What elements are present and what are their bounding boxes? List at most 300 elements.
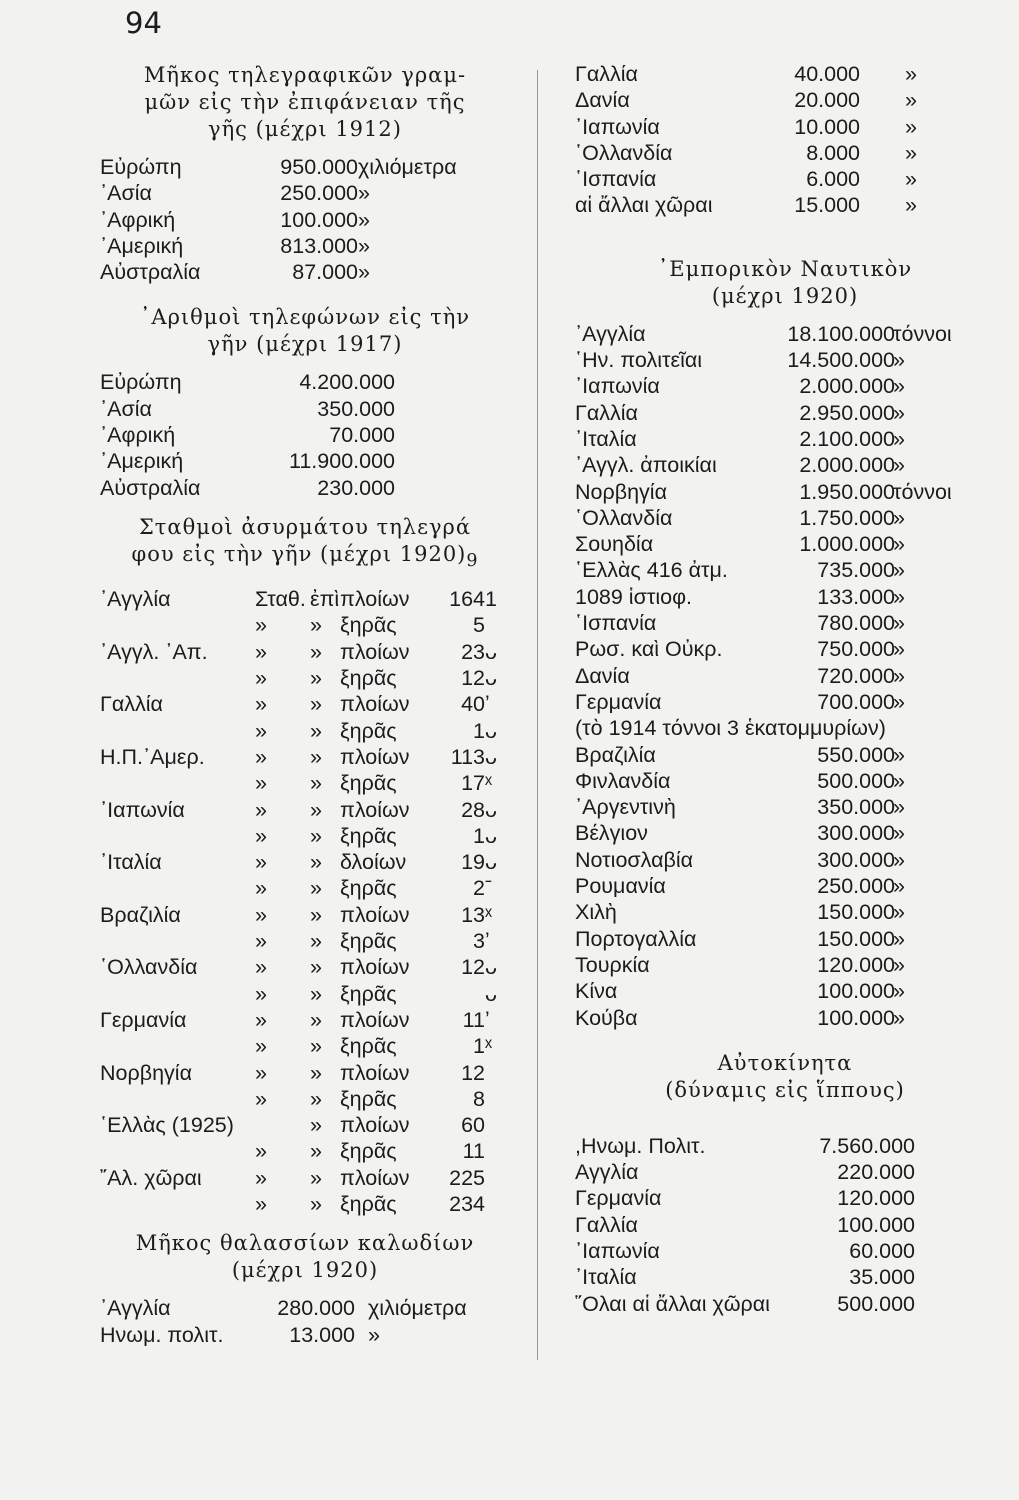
- telegraph-row-name: ᾿Ασία: [100, 181, 152, 206]
- merchant-row-name: Ρουμανία: [575, 874, 666, 899]
- cable-row-value: 280.000: [277, 1296, 355, 1321]
- merchant-row: [575, 795, 995, 821]
- left-column: [100, 62, 510, 1349]
- right-column: [575, 62, 995, 1318]
- continued-row: [575, 88, 995, 114]
- wireless-row-type: πλοίων: [340, 1113, 410, 1138]
- wireless-row-q1: »: [255, 613, 267, 638]
- continued-row-value: 20.000: [794, 88, 860, 113]
- wireless-row-value: 234: [449, 1191, 485, 1216]
- wireless-row-name: Η.Π.᾿Αμερ.: [100, 744, 205, 769]
- cables-title: [100, 1230, 510, 1284]
- merchant-row: [575, 769, 995, 795]
- wireless-row-value: 1: [473, 1034, 485, 1059]
- wireless-row-name: Νορβηγία: [100, 1060, 192, 1085]
- merchant-row-value: 100.000: [817, 1005, 895, 1030]
- merchant-row-name: Βραζιλία: [575, 742, 656, 767]
- wireless-row-value: 11: [462, 1139, 485, 1164]
- telephones-title-line1: ᾿Αριθμοὶ τηλεφώνων εἰς τὴν: [139, 305, 471, 330]
- continued-row-value: 10.000: [794, 114, 860, 139]
- wireless-row-value: 1: [473, 823, 485, 848]
- merchant-row: [575, 401, 995, 427]
- wireless-row-q2: »: [310, 1086, 322, 1111]
- merchant-row: [575, 1006, 995, 1032]
- wireless-row-q2: »: [310, 823, 322, 848]
- wireless-row-q2: »: [310, 744, 322, 769]
- merchant-row: [575, 348, 995, 374]
- wireless-row-q1: »: [255, 797, 267, 822]
- telegraph-title-line2: μῶν εἰς τὴν ἐπιφάνειαν τῆς: [144, 90, 466, 114]
- wireless-row: [100, 1087, 510, 1113]
- telephone-row: [100, 370, 510, 396]
- wireless-row: [100, 587, 510, 613]
- wireless-row-q2: »: [310, 902, 322, 927]
- car-row-name: ῞Ολαι αἱ ἄλλαι χῶραι: [575, 1291, 770, 1316]
- cable-row-value: 13.000: [289, 1322, 355, 1347]
- merchant-row-unit: »: [893, 637, 905, 662]
- merchant-row-unit: »: [893, 453, 905, 478]
- merchant-row-value: 1.750.000: [799, 505, 895, 530]
- wireless-row-type: πλοίων: [340, 902, 410, 927]
- car-row-name: Αγγλία: [575, 1160, 639, 1185]
- cables-title-line2: (μέχρι 1920): [231, 1258, 379, 1283]
- wireless-row-q2: »: [310, 955, 322, 980]
- merchant-row-name: ῾Ην. πολιτεῖαι: [575, 348, 703, 373]
- merchant-row-unit: »: [893, 900, 905, 925]
- wireless-row-value: 11: [462, 1007, 485, 1032]
- wireless-row-q2: »: [310, 1139, 322, 1164]
- cable-row-name: ᾿Αγγλία: [100, 1296, 171, 1321]
- car-row-value: 60.000: [849, 1238, 915, 1263]
- wireless-row-name: ᾿Ιταλία: [100, 850, 162, 875]
- cable-row: [100, 1323, 510, 1349]
- merchant-row: [575, 664, 995, 690]
- continued-row-name: ῾Ισπανία: [575, 167, 657, 192]
- merchant-row: [575, 480, 995, 506]
- merchant-row-value: 2.100.000: [799, 426, 895, 451]
- merchant-row-name: Χιλὴ: [575, 900, 617, 925]
- continued-row-value: 40.000: [794, 62, 860, 86]
- continued-row-unit: »: [905, 193, 917, 218]
- continued-row: [575, 62, 995, 88]
- wireless-row-value: 19: [461, 850, 485, 875]
- merchant-row-value: 750.000: [817, 637, 895, 662]
- wireless-row: [100, 1192, 510, 1218]
- wireless-row-q1: »: [255, 876, 267, 901]
- wireless-row-q1: »: [255, 955, 267, 980]
- telephone-row-value: 70.000: [329, 423, 395, 448]
- merchant-row: [575, 953, 995, 979]
- cars-title: [575, 1050, 995, 1104]
- merchant-title: [575, 256, 995, 310]
- wireless-row-mark: ᴗ: [485, 744, 497, 769]
- car-row: [575, 1160, 995, 1186]
- merchant-row-value: 18.100.000: [787, 321, 895, 346]
- merchant-row-value: 1.000.000: [799, 532, 895, 557]
- wireless-row-q1: »: [255, 1034, 267, 1059]
- telegraph-row-unit: »: [358, 181, 370, 206]
- telegraph-row-name: Εὐρώπη: [100, 155, 182, 179]
- merchant-row: [575, 900, 995, 926]
- merchant-row-value: 100.000: [817, 979, 895, 1004]
- merchant-row-unit: »: [893, 426, 905, 451]
- merchant-row-name: Γερμανία: [575, 689, 662, 714]
- wireless-row-name: ᾿Ιαπωνία: [100, 797, 185, 822]
- continued-row-unit: »: [905, 62, 917, 86]
- merchant-row-name: ᾿Ιαπωνία: [575, 374, 660, 399]
- wireless-row-type: δλοίων: [340, 850, 407, 875]
- merchant-row: [575, 927, 995, 953]
- merchant-row-unit: »: [893, 768, 905, 793]
- wireless-title-line2-text: φου εἰς τὴν γῆν (μέχρι 1920): [131, 541, 467, 566]
- car-row-name: Γερμανία: [575, 1186, 662, 1211]
- wireless-row-q1: »: [255, 1086, 267, 1111]
- wireless-row-q2: »: [310, 1113, 322, 1138]
- wireless-row-value: 23: [461, 639, 485, 664]
- merchant-row-unit: »: [893, 374, 905, 399]
- merchant-row-name: Κούβα: [575, 1005, 638, 1030]
- merchant-row-name: ῾Ολλανδία: [575, 505, 673, 530]
- wireless-row-type: ξηρᾶς: [340, 823, 397, 848]
- merchant-row-name: ᾿Αγγλία: [575, 321, 646, 346]
- wireless-row-mark: ᴗ: [485, 850, 497, 875]
- car-row: [575, 1134, 995, 1160]
- telegraph-row-value: 87.000: [292, 260, 358, 285]
- wireless-row-q1: »: [255, 929, 267, 954]
- merchant-row-unit: »: [893, 663, 905, 688]
- wireless-row-type: ξηρᾶς: [340, 1034, 397, 1059]
- telegraph-row: [100, 234, 510, 260]
- merchant-row: [575, 506, 995, 532]
- wireless-row-q2: »: [310, 692, 322, 717]
- continued-cables-table: [575, 62, 995, 220]
- merchant-row-name: Βέλγιον: [575, 821, 648, 846]
- cable-row-unit: χιλιόμετρα: [368, 1296, 467, 1321]
- merchant-row-unit: τόννοι: [893, 479, 952, 504]
- wireless-row-q2: »: [310, 1165, 322, 1190]
- wireless-row: [100, 745, 510, 771]
- wireless-row-value: 13: [461, 902, 485, 927]
- wireless-row-value: 60: [461, 1113, 485, 1138]
- car-row-value: 35.000: [849, 1265, 915, 1290]
- wireless-row-name: ῎Αλ. χῶραι: [100, 1165, 202, 1190]
- continued-row-value: 6.000: [806, 167, 860, 192]
- merchant-row: [575, 374, 995, 400]
- wireless-row-type: πλοίων: [340, 1007, 410, 1032]
- wireless-row: [100, 692, 510, 718]
- wireless-row-type: πλοίων: [340, 587, 410, 612]
- wireless-row-mark: ˉ: [485, 876, 493, 901]
- cable-row-name: Ηνωμ. πολιτ.: [100, 1322, 224, 1347]
- merchant-row-value: 14.500.000: [787, 348, 895, 373]
- continued-row: [575, 141, 995, 167]
- wireless-row-type: πλοίων: [340, 744, 410, 769]
- merchant-row-name: (τὸ 1914 τόννοι 3 ἑκατομμυρίων): [575, 716, 886, 741]
- merchant-row-name: ᾿Αργεντινὴ: [575, 795, 676, 820]
- telephone-row: [100, 449, 510, 475]
- car-row: [575, 1186, 995, 1212]
- merchant-row-name: Ρωσ. καὶ Οὐκρ.: [575, 637, 723, 662]
- wireless-row-q1: »: [255, 1191, 267, 1216]
- merchant-row-value: 720.000: [817, 663, 895, 688]
- wireless-row-type: ξηρᾶς: [340, 929, 397, 954]
- wireless-row-q2: »: [310, 1191, 322, 1216]
- telegraph-row-unit: »: [358, 233, 370, 258]
- merchant-row-unit: »: [893, 821, 905, 846]
- continued-row-name: αἱ ἄλλαι χῶραι: [575, 193, 713, 218]
- continued-row: [575, 115, 995, 141]
- merchant-row-value: 500.000: [817, 768, 895, 793]
- wireless-row-name: ῾Ελλὰς (1925): [100, 1113, 234, 1138]
- wireless-row-value: 28: [461, 797, 485, 822]
- wireless-row-mark: ᴗ: [485, 797, 497, 822]
- merchant-row-value: 350.000: [817, 795, 895, 820]
- wireless-row: [100, 1166, 510, 1192]
- wireless-row-type: ξηρᾶς: [340, 718, 397, 743]
- car-row: [575, 1265, 995, 1291]
- wireless-row-q2: »: [310, 981, 322, 1006]
- telegraph-title-line3: γῆς (μέχρι 1912): [208, 117, 402, 141]
- wireless-row: [100, 876, 510, 902]
- wireless-row-q2: »: [310, 666, 322, 691]
- merchant-row-unit: »: [893, 584, 905, 609]
- wireless-row-type: ξηρᾶς: [340, 1139, 397, 1164]
- wireless-row-q1: »: [255, 692, 267, 717]
- telephone-row-name: Εὐρώπη: [100, 370, 182, 395]
- wireless-row-q1: »: [255, 639, 267, 664]
- merchant-table: [575, 322, 995, 1032]
- wireless-row-q2: »: [310, 771, 322, 796]
- merchant-row-name: Φινλανδία: [575, 768, 671, 793]
- wireless-row-mark: ᴗ: [485, 666, 497, 691]
- wireless-row-name: ᾿Αγγλ. ᾿Απ.: [100, 639, 208, 664]
- merchant-row-unit: »: [893, 795, 905, 820]
- merchant-row: [575, 453, 995, 479]
- merchant-row-unit: »: [893, 979, 905, 1004]
- wireless-row-q2: ἐπὶ: [310, 587, 340, 612]
- telephone-row-name: ᾿Ασία: [100, 396, 152, 421]
- wireless-row-q1: »: [255, 981, 267, 1006]
- continued-row: [575, 167, 995, 193]
- wireless-row-q2: »: [310, 876, 322, 901]
- wireless-row: [100, 719, 510, 745]
- wireless-row-name: Γαλλία: [100, 692, 163, 717]
- wireless-row-type: ξηρᾶς: [340, 981, 397, 1006]
- wireless-row-q2: »: [310, 718, 322, 743]
- wireless-row-q1: »: [255, 771, 267, 796]
- wireless-row-type: πλοίων: [340, 1165, 410, 1190]
- car-row-value: 7.560.000: [819, 1133, 915, 1158]
- wireless-row-value: 113: [450, 744, 485, 769]
- wireless-row-q2: »: [310, 1007, 322, 1032]
- merchant-row: [575, 979, 995, 1005]
- merchant-row: [575, 874, 995, 900]
- merchant-row-value: 250.000: [817, 874, 895, 899]
- wireless-row-type: ξηρᾶς: [340, 1086, 397, 1111]
- wireless-row-q2: »: [310, 639, 322, 664]
- merchant-row: [575, 558, 995, 584]
- wireless-row-q1: »: [255, 666, 267, 691]
- wireless-row-q2: »: [310, 929, 322, 954]
- car-row: [575, 1213, 995, 1239]
- wireless-row-q1: »: [255, 902, 267, 927]
- telephones-title-line2: γῆν (μέχρι 1917): [207, 332, 403, 357]
- telephone-row: [100, 397, 510, 423]
- wireless-row: [100, 1061, 510, 1087]
- continued-row-value: 8.000: [806, 140, 860, 165]
- wireless-row-q1: »: [255, 850, 267, 875]
- wireless-row-q1: »: [255, 823, 267, 848]
- continued-row-name: ῾Ολλανδία: [575, 140, 673, 165]
- merchant-row-unit: »: [893, 847, 905, 872]
- wireless-row-type: ξηρᾶς: [340, 876, 397, 901]
- continued-row-unit: »: [905, 114, 917, 139]
- column-divider: [537, 70, 538, 1360]
- continued-row-unit: »: [905, 88, 917, 113]
- merchant-row-name: ᾿Ιταλία: [575, 426, 637, 451]
- merchant-row-name: 1089 ἱστιοφ.: [575, 584, 692, 609]
- telephone-row-value: 11.900.000: [288, 449, 395, 474]
- telegraph-row: [100, 181, 510, 207]
- merchant-row-value: 150.000: [817, 926, 895, 951]
- merchant-row: [575, 848, 995, 874]
- wireless-row-q2: »: [310, 850, 322, 875]
- telegraph-row-value: 100.000: [280, 207, 358, 232]
- telephone-row-value: 350.000: [317, 396, 395, 421]
- merchant-row-value: 735.000: [817, 558, 895, 583]
- merchant-row-name: Νορβηγία: [575, 479, 667, 504]
- merchant-row-name: Κίνα: [575, 979, 618, 1004]
- wireless-row: [100, 982, 510, 1008]
- wireless-row-mark: ʼ: [485, 692, 490, 717]
- merchant-title-line2: (μέχρι 1920): [711, 283, 859, 308]
- continued-row-value: 15.000: [794, 193, 860, 218]
- wireless-row-type: ξηρᾶς: [340, 666, 397, 691]
- wireless-row-mark: ˣ: [485, 1034, 493, 1059]
- page-number: 94: [125, 6, 162, 40]
- continued-row-name: ᾿Ιαπωνία: [575, 114, 660, 139]
- merchant-row-name: ῾Ελλὰς 416 ἀτμ.: [575, 558, 728, 583]
- continued-row-name: Γαλλία: [575, 62, 638, 86]
- wireless-row-value: 5: [473, 613, 485, 638]
- car-row-value: 220.000: [837, 1160, 915, 1185]
- wireless-row: [100, 929, 510, 955]
- car-row-name: ᾿Ιταλία: [575, 1265, 637, 1290]
- merchant-row-unit: »: [893, 611, 905, 636]
- telegraph-row-value: 250.000: [280, 181, 358, 206]
- merchant-row-unit: »: [893, 532, 905, 557]
- merchant-row-name: Πορτογαλλία: [575, 926, 697, 951]
- merchant-row-value: 120.000: [817, 952, 895, 977]
- merchant-row-value: 2.950.000: [799, 400, 895, 425]
- wireless-row-type: πλοίων: [340, 797, 410, 822]
- merchant-row-name: Τουρκία: [575, 952, 650, 977]
- telegraph-row-value: 950.000: [280, 155, 358, 179]
- merchant-row-value: 700.000: [817, 689, 895, 714]
- merchant-row-value: 550.000: [817, 742, 895, 767]
- continued-row-name: Δανία: [575, 88, 630, 113]
- merchant-row: [575, 585, 995, 611]
- merchant-row: [575, 532, 995, 558]
- continued-row-unit: »: [905, 140, 917, 165]
- merchant-row-unit: τόννοι: [893, 321, 952, 346]
- cars-table: [575, 1134, 995, 1318]
- cable-row: [100, 1296, 510, 1322]
- wireless-row-q1: »: [255, 1007, 267, 1032]
- wireless-row: [100, 824, 510, 850]
- merchant-row-name: Γαλλία: [575, 400, 638, 425]
- wireless-row-mark: ᴗ: [485, 981, 497, 1006]
- wireless-table: [100, 587, 510, 1218]
- merchant-row: [575, 637, 995, 663]
- merchant-row-value: 1.950.000: [799, 479, 895, 504]
- wireless-row: [100, 666, 510, 692]
- wireless-row: [100, 903, 510, 929]
- wireless-row-value: 17: [461, 771, 485, 796]
- wireless-row-mark: ˣ: [485, 771, 493, 796]
- car-row-value: 500.000: [837, 1291, 915, 1316]
- merchant-row: [575, 743, 995, 769]
- wireless-row-mark: ᴗ: [485, 955, 497, 980]
- wireless-row-q1: »: [255, 718, 267, 743]
- merchant-row-unit: »: [893, 952, 905, 977]
- telephones-table: [100, 370, 510, 501]
- telegraph-title-line1: Μῆκος τηλεγραφικῶν γραμ-: [143, 63, 467, 87]
- car-row-name: ,Ηνωμ. Πολιτ.: [575, 1133, 706, 1158]
- wireless-row-q2: »: [310, 1060, 322, 1085]
- merchant-title-line1: ᾿Εμπορικὸν Ναυτικὸν: [657, 256, 913, 281]
- merchant-row-name: Δανία: [575, 663, 630, 688]
- car-row-value: 100.000: [837, 1212, 915, 1237]
- wireless-row: [100, 798, 510, 824]
- wireless-row-name: ῾Ολλανδία: [100, 955, 198, 980]
- merchant-row: [575, 821, 995, 847]
- cars-title-line2: (δύναμις εἰς ἵππους): [665, 1077, 905, 1102]
- telegraph-row-unit: χιλιόμετρα: [358, 155, 457, 179]
- wireless-row-value: 8: [473, 1086, 485, 1111]
- telephone-row-name: ᾿Αμερική: [100, 449, 184, 474]
- merchant-row-unit: »: [893, 742, 905, 767]
- telegraph-row-name: ᾿Αμερική: [100, 233, 184, 258]
- car-row-name: ᾿Ιαπωνία: [575, 1238, 660, 1263]
- wireless-row: [100, 850, 510, 876]
- telephone-row-value: 4.200.000: [299, 370, 395, 395]
- wireless-row-type: ξηρᾶς: [340, 771, 397, 796]
- wireless-row-value: 2: [473, 876, 485, 901]
- wireless-row-value: 164: [449, 587, 485, 612]
- merchant-row-value: 2.000.000: [799, 374, 895, 399]
- wireless-row-value: 12: [461, 666, 485, 691]
- wireless-title-line2: [100, 541, 510, 575]
- car-row-value: 120.000: [837, 1186, 915, 1211]
- wireless-row-type: πλοίων: [340, 639, 410, 664]
- wireless-title-subscript: 9: [466, 551, 479, 572]
- wireless-row: [100, 1034, 510, 1060]
- wireless-row: [100, 640, 510, 666]
- merchant-row-value: 133.000: [817, 584, 895, 609]
- wireless-row-mark: ʼ: [485, 1007, 490, 1032]
- wireless-row-q1: »: [255, 1139, 267, 1164]
- telegraph-table: [100, 155, 510, 286]
- wireless-row-q2: »: [310, 1034, 322, 1059]
- telegraph-row-name: Αὐστραλία: [100, 260, 201, 285]
- continued-row-unit: »: [905, 167, 917, 192]
- wireless-row-value: 12: [461, 955, 485, 980]
- merchant-row-name: Νοτιοσλαβία: [575, 847, 694, 872]
- wireless-row-q1: »: [255, 1165, 267, 1190]
- merchant-row-value: 300.000: [817, 821, 895, 846]
- cable-row-unit: »: [368, 1322, 380, 1347]
